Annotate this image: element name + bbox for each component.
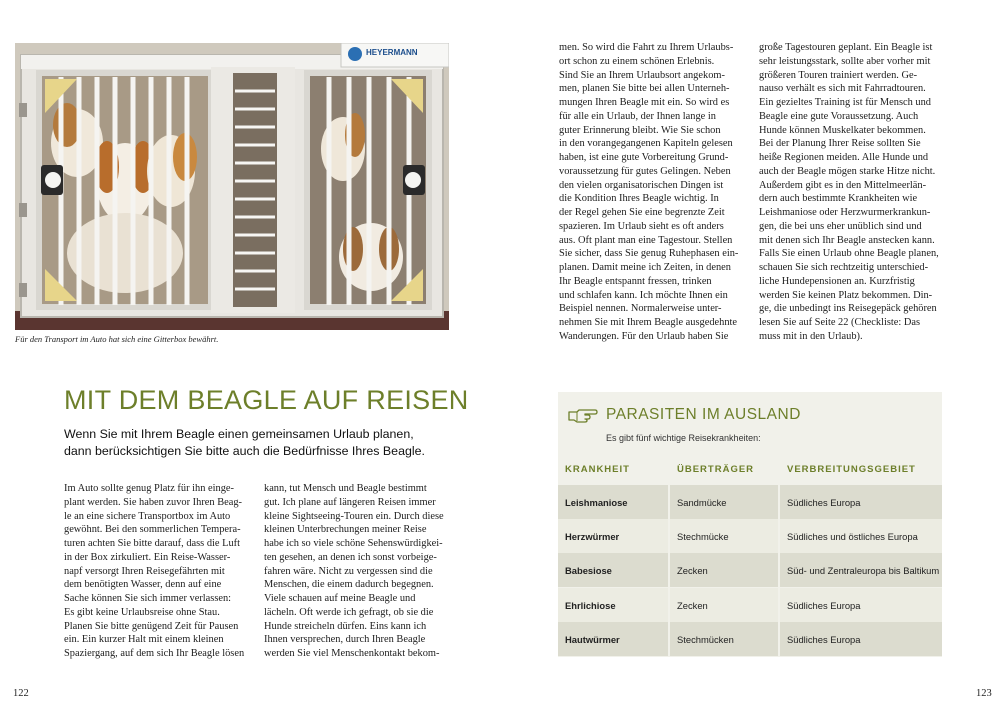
page-number-right: 123	[976, 688, 992, 699]
text-line: und schlafen kann. Ich möchte Ihnen ein	[559, 289, 728, 301]
text-line: turen achten Sie bitte darauf, dass die Luft	[64, 538, 241, 549]
text-line: aus. Oft plant man eine Tagestour. Stellen	[559, 234, 733, 246]
text-line: auch der Beagle mögen starke Hitze nicht.	[759, 165, 936, 177]
table-row	[558, 485, 942, 519]
text-line: voraussetzung für gutes Gelingen. Neben	[559, 165, 731, 177]
text-line: gewöhnt. Bei den sommerlichen Tempera-	[64, 524, 241, 536]
text-line: sehr leistungsstark, sollte aber vorher mit	[759, 55, 931, 67]
text-line: Außerdem gibt es in den Mittelmeerlän-	[759, 179, 927, 191]
text-line: guter Erinnerung bleibt. Wie Sie schon	[559, 124, 721, 136]
text-line: werden Sie keinen Platz bekommen. Din-	[759, 289, 933, 301]
text-line: men. So wird die Fahrt zu Ihrem Urlaubs-	[559, 42, 734, 53]
text-line: ort schon zu einem schönen Erlebnis.	[559, 55, 715, 67]
text-line: gen, die bei uns eher unüblich sind und	[759, 220, 922, 232]
region-cell: Süd- und Zentraleuropa bis Baltikum	[780, 553, 942, 587]
disease-cell: Hautwürmer	[558, 622, 668, 656]
text-line: Menschen, die einem dadurch begegnen.	[264, 579, 434, 591]
page-number-left: 122	[13, 688, 29, 699]
text-line: planen. Damit meine ich Zeiten, in denen	[559, 262, 731, 273]
text-line: dem benötigten Wasser, denn auf eine	[64, 579, 222, 591]
vector-cell: Zecken	[670, 553, 778, 587]
article-intro	[64, 426, 425, 460]
text-line: in der Box zirkuliert. Ein Reise-Wasser-	[64, 551, 231, 563]
column-header-krankheit: KRANKHEIT	[565, 464, 630, 475]
text-line: der Regel gehen Sie eine begrenzte Zeit	[559, 207, 725, 218]
table-row	[558, 622, 942, 656]
text-line: men, planen Sie bitte bei allen Unterneh-	[559, 83, 730, 95]
parasites-infobox	[558, 392, 942, 657]
infobox-subtitle: Es gibt fünf wichtige Reisekrankheiten:	[606, 433, 761, 443]
disease-cell: Herzwürmer	[558, 519, 668, 553]
text-line: haben, ist eine gute Vorbereitung Grund-	[559, 152, 729, 163]
text-line: werden Sie viel Menschenkontakt bekom-	[264, 648, 440, 659]
table-row	[558, 588, 942, 622]
text-line: plant werden. Sie haben zuvor Ihren Beag-	[64, 496, 243, 508]
text-line: dern auch bestimmte Krankheiten wie	[759, 193, 918, 205]
text-line: Falls Sie einen Urlaub ohne Beagle planen,	[759, 248, 939, 260]
text-line: kleine Sightseeing-Touren ein. Durch diese	[264, 510, 444, 522]
text-line: schauen Sie sich rechtzeitig unterschied-	[759, 262, 929, 273]
intro-line: dann berücksichtigen Sie bitte auch die Bedürfnisse Ihres Beagle.	[64, 444, 425, 458]
text-line: napf versorgt Ihren Reisegefährten mit	[64, 565, 225, 577]
text-line: Hunde streicheln dürfen. Eins kann ich	[264, 620, 427, 632]
text-line: Wanderungen. Für den Urlaub haben Sie	[559, 330, 729, 342]
text-line: lesen Sie auf Seite 22 (Checkliste: Das	[759, 317, 921, 328]
text-line: heiße Regionen meiden. Alle Hunde und	[759, 152, 929, 163]
text-line: in den vorangegangenen Kapiteln gelesen	[559, 138, 733, 150]
region-cell: Südliches und östliches Europa	[780, 519, 942, 553]
vector-cell: Stechmücken	[670, 622, 778, 656]
region-cell: Südliches Europa	[780, 588, 942, 622]
text-line: nehmen Sie mit Ihrem Beagle ausgedehnte	[559, 317, 738, 328]
text-line: Im Auto sollte genug Platz für ihn einge-	[64, 483, 234, 494]
text-line: Ein gezieltes Training ist für Mensch und	[759, 97, 932, 108]
vector-cell: Sandmücke	[670, 485, 778, 519]
text-line: muss mit in den Urlaub).	[759, 330, 863, 342]
text-line: Bei der Planung Ihrer Reise sollten Sie	[759, 138, 921, 150]
text-line: Sie sicher, dass Sie genug Ruhephasen ein-	[559, 248, 739, 260]
text-line: mungen Ihren Beagle mit ein. So wird es	[559, 97, 730, 108]
text-line: mit denen sich Ihr Beagle anstecken kann.	[759, 234, 935, 246]
text-line: Sache können Sie sich immer verlassen:	[64, 593, 232, 604]
text-line: kann, tut Mensch und Beagle bestimmt	[264, 483, 427, 494]
text-line: Spaziergang, auf dem sich Ihr Beagle lösen	[64, 648, 245, 659]
text-line: liche Hundepensionen an. Kurzfristig	[759, 275, 915, 287]
pointing-hand-icon	[568, 407, 598, 423]
column-header-uebertraeger: ÜBERTRÄGER	[677, 464, 755, 475]
text-line: Leishmaniose oder Herzwurmerkrankun-	[759, 207, 931, 218]
text-line: den vielen organisatorischen Dingen ist	[559, 179, 724, 191]
vector-cell: Stechmücke	[670, 519, 778, 553]
text-line: die Kondition Ihres Beagle wichtig. In	[559, 193, 719, 205]
text-line: große Tagestouren geplant. Ein Beagle ist	[759, 42, 933, 53]
text-line: Viele schauen auf meine Beagle und	[264, 593, 416, 604]
dog-crate-illustration	[15, 43, 449, 330]
text-line: Beispiel nennen. Normalerweise unter-	[559, 303, 722, 315]
intro-line: Wenn Sie mit Ihrem Beagle einen gemeinsamen Urlaub planen,	[64, 427, 414, 441]
text-line: spazieren. Im Urlaub sieht es oft anders	[559, 220, 724, 232]
disease-cell: Ehrlichiose	[558, 588, 668, 622]
article-headline: MIT DEM BEAGLE AUF REISEN	[64, 385, 469, 415]
text-line: ein. Ein kurzer Halt mit einem kleinen	[64, 634, 224, 646]
table-row	[558, 519, 942, 553]
text-line: Ihnen versprechen, durch Ihren Beagle	[264, 634, 426, 646]
text-line: Beagle eine gute Voraussetzung. Auch	[759, 110, 919, 122]
transport-box-photo	[15, 43, 449, 330]
text-line: für alle ein Urlaub, der Ihnen lange in	[559, 110, 716, 122]
column-header-gebiet: VERBREITUNGSGEBIET	[787, 464, 916, 475]
text-line: ten gesehen, an denen ich sonst vorbeige-	[264, 551, 437, 563]
disease-cell: Babesiose	[558, 553, 668, 587]
text-column-right-1	[559, 41, 738, 344]
text-line: Es gibt keine Urlaubsreise ohne Stau.	[64, 606, 220, 618]
text-line: kleinen Unterbrechungen meiner Reise	[264, 524, 427, 536]
text-line: Sind Sie an Ihrem Urlaubsort angekom-	[559, 69, 725, 81]
vector-cell: Zecken	[670, 588, 778, 622]
region-cell: Südliches Europa	[780, 622, 942, 656]
text-line: ge, die unbedingt ins Reisegepäck gehören	[759, 303, 937, 315]
text-line: le an eine sichere Transportbox im Auto	[64, 510, 231, 522]
disease-cell: Leishmaniose	[558, 485, 668, 519]
text-line: fahren wäre. Nicht zu vergessen sind die	[264, 565, 433, 577]
text-line: Planen Sie bitte genügend Zeit für Pausen	[64, 620, 239, 632]
text-line: Ihr Beagle entspannt fressen, trinken	[559, 275, 712, 287]
text-line: Hunde können Muskelkater bekommen.	[759, 124, 926, 136]
infobox-title: PARASITEN IM AUSLAND	[606, 406, 801, 423]
text-line: lächeln. Oft werde ich gefragt, ob sie die	[264, 606, 434, 618]
text-line: nauso verhält es sich mit Fahrradtouren.	[759, 83, 926, 95]
brand-label: HEYERMANN	[366, 48, 418, 57]
text-line: größeren Touren trainiert werden. Ge-	[759, 69, 918, 81]
text-line: habe ich so viele schöne Sehenswürdigkei-	[264, 538, 443, 549]
text-column-right-2	[759, 41, 939, 344]
table-row	[558, 553, 942, 587]
region-cell: Südliches Europa	[780, 485, 942, 519]
text-column-left-1	[64, 482, 244, 661]
infobox-header	[568, 406, 801, 424]
text-column-left-2	[264, 482, 444, 661]
text-line: gut. Ich plane auf längeren Reisen immer	[264, 496, 436, 508]
photo-caption: Für den Transport im Auto hat sich eine Gitterbox bewährt.	[15, 334, 219, 344]
